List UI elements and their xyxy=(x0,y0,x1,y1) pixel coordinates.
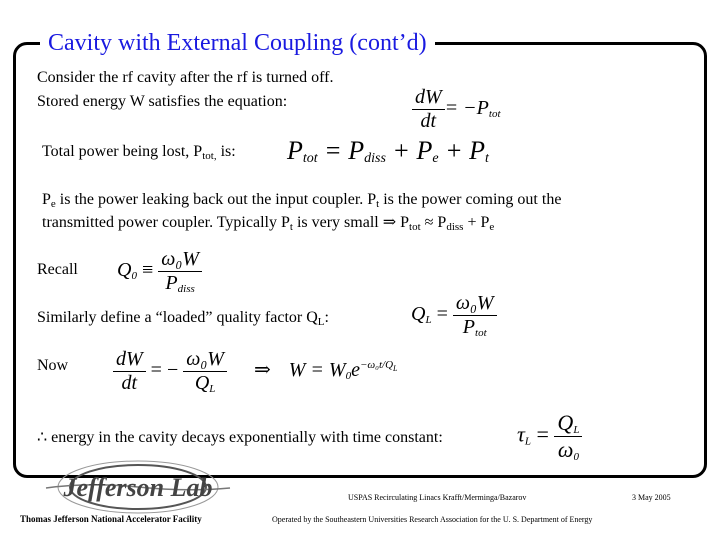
tau-fraction xyxy=(554,410,582,463)
now-fraction xyxy=(113,348,146,395)
now-rhs-sub: 0 xyxy=(345,370,352,383)
loaded-q-text-a: Similarly define a “loaded” quality factor Q xyxy=(37,309,318,326)
recall-label: Recall xyxy=(37,261,78,278)
dw-rhs-sub: tot xyxy=(488,108,501,121)
now-q-fraction xyxy=(183,348,227,395)
tau-denominator: $\omega_0$ xyxy=(557,437,579,463)
q0-denominator: $P_{diss}$ xyxy=(165,272,195,295)
ql-equals: = xyxy=(431,303,453,326)
pe2-text-d: + P xyxy=(463,214,490,231)
jefferson-lab-logo xyxy=(38,460,238,520)
loaded-q-text-b: : xyxy=(324,309,329,326)
ptot-rhs-sub-3: t xyxy=(485,151,489,166)
slide-title: Cavity with External Coupling (cont’d) xyxy=(40,30,435,57)
implies-arrow: ⇒ xyxy=(253,359,271,382)
total-power-sub: tot, xyxy=(202,150,217,162)
date-label: 3 May 2005 xyxy=(632,493,671,502)
logo-graphic xyxy=(38,460,238,520)
now-exponent: −ω₀t/QL xyxy=(359,359,398,374)
ql-fraction xyxy=(453,292,497,339)
tau-equals: = xyxy=(531,421,555,447)
q0-fraction xyxy=(158,248,202,295)
dw-dt-fraction xyxy=(412,86,445,133)
intro-line-1: Consider the rf cavity after the rf is turned off. xyxy=(37,69,334,86)
ptot-lhs: P xyxy=(287,136,303,165)
q0-sub: 0 xyxy=(131,270,137,283)
ptot-rhs-sub-1: diss xyxy=(364,151,386,166)
dw-rhs: = −P xyxy=(444,97,489,120)
lab-name: Thomas Jefferson National Accelerator Facility xyxy=(20,514,202,524)
now-denominator: dt xyxy=(121,372,138,394)
now-mid: = − xyxy=(145,359,184,382)
now-rhs: W = W xyxy=(288,359,346,382)
now-q-numerator: ω₀W xyxy=(183,348,227,372)
q0-numerator: ω₀W xyxy=(158,248,202,272)
ptot-rhs-3: + P xyxy=(438,136,485,165)
pe2-sub-e: e xyxy=(489,221,495,233)
total-power-text: Total power being lost, P xyxy=(42,143,203,160)
now-q-denominator: $Q_L$ xyxy=(194,372,216,395)
ql-lhs: Q xyxy=(411,303,426,326)
operated-by: Operated by the Southeastern Universities Research Association for the U. S. Department of Energy xyxy=(272,515,593,524)
now-label: Now xyxy=(37,357,69,374)
pe-sub-e: e xyxy=(50,198,56,210)
power-description-line-1 xyxy=(42,190,561,214)
energy-equation xyxy=(412,86,501,133)
now-rhs-e: e xyxy=(351,359,360,382)
pe2-sub-t: t xyxy=(289,221,293,233)
course-credit: USPAS Recirculating Linacs Krafft/Merminga/Bazarov xyxy=(348,493,527,502)
ptot-lhs-sub: tot xyxy=(302,151,318,166)
q0-equation xyxy=(117,248,202,295)
therefore-line: ∴ energy in the cavity decays exponentially with time constant: xyxy=(37,429,443,446)
pe2-sub-diss: diss xyxy=(446,221,464,233)
now-numerator: dW xyxy=(113,348,146,372)
pe-text-a: P xyxy=(42,191,51,208)
ptot-rhs-1: = P xyxy=(317,136,365,165)
pe-text-c: is the power coming out the xyxy=(379,191,562,208)
pe-text-b: is the power leaking back out the input coupler. P xyxy=(55,191,377,208)
dw-numerator: dW xyxy=(412,86,445,110)
ptot-rhs-sub-2: e xyxy=(432,151,439,166)
intro-line-2: Stored energy W satisfies the equation: xyxy=(37,93,288,110)
power-description-line-2 xyxy=(42,213,494,237)
ql-sub: L xyxy=(425,314,432,327)
loaded-q-label xyxy=(37,308,329,332)
decay-equation xyxy=(113,348,397,395)
total-power-tail: is: xyxy=(216,143,236,160)
tau-lhs: τ xyxy=(517,421,525,447)
total-power-equation xyxy=(287,136,489,167)
pe-sub-t: t xyxy=(376,198,380,210)
ql-equation xyxy=(411,292,497,339)
total-power-label xyxy=(42,142,236,166)
ql-numerator: ω₀W xyxy=(453,292,497,316)
ql-denominator: $P_{tot}$ xyxy=(462,316,487,339)
tau-equation xyxy=(517,410,582,463)
loaded-q-sub: L xyxy=(317,316,325,328)
pe2-text-b: is very small ⇒ P xyxy=(292,214,410,231)
tau-sub: L xyxy=(524,435,531,448)
pe2-text-c: ≈ P xyxy=(420,214,447,231)
dt-denominator: dt xyxy=(420,110,437,132)
q0-lhs: Q xyxy=(117,259,132,282)
pe2-text-a: transmitted power coupler. Typically P xyxy=(42,214,290,231)
pe2-sub-tot: tot xyxy=(409,221,421,233)
ptot-rhs-2: + P xyxy=(385,136,433,165)
tau-numerator: $Q_L$ xyxy=(554,410,582,437)
q0-equiv: ≡ xyxy=(136,259,159,282)
logo-text: Jefferson Lab xyxy=(63,473,213,502)
